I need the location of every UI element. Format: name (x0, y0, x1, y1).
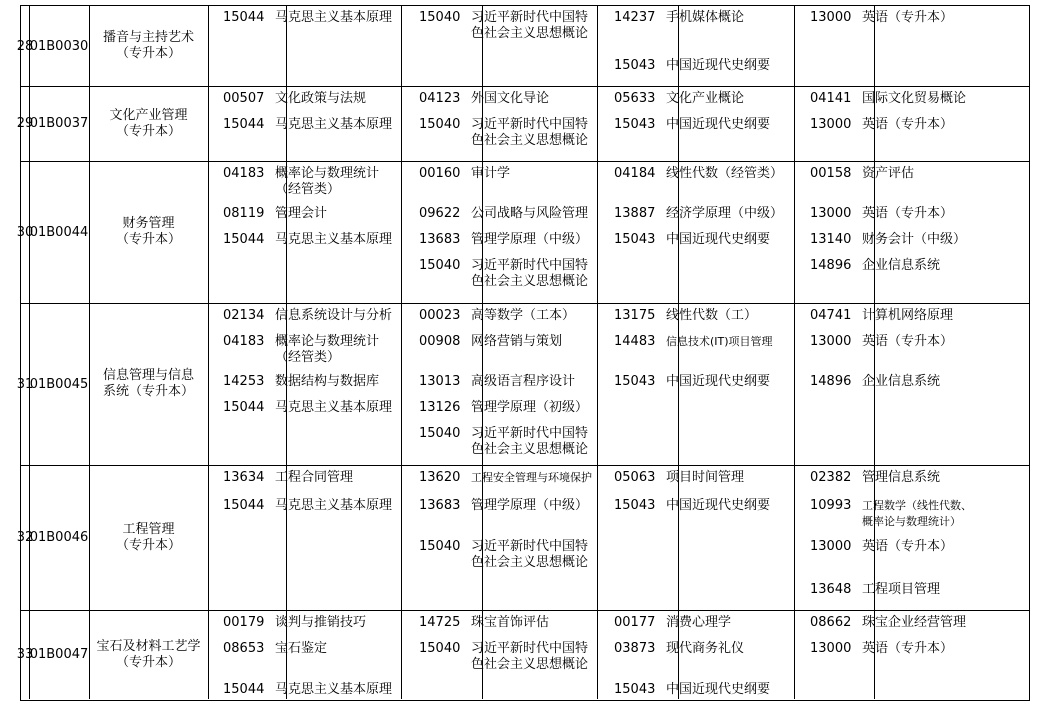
course-name: 文化政策与法规 (275, 91, 367, 106)
course-name: 国际文化贸易概论 (862, 91, 967, 106)
course-code: 00023 (419, 308, 461, 323)
course-name: 企业信息系统 (862, 374, 941, 389)
column-divider (208, 465, 209, 610)
course-code: 13013 (419, 374, 461, 389)
course-code: 04123 (419, 91, 461, 106)
major-code: 01B0030 (29, 38, 89, 54)
course-name: 习近平新时代中国特 (471, 10, 589, 25)
course-name: （经管类） (275, 182, 341, 197)
course-code: 13648 (810, 582, 852, 597)
column-divider (401, 610, 402, 699)
course-name: 习近平新时代中国特 (471, 258, 589, 273)
major-code: 01B0044 (29, 224, 89, 240)
course-code: 15043 (614, 117, 656, 132)
major-name-line: （专升本） (115, 537, 181, 553)
course-name: （经管类） (275, 350, 341, 365)
major-name-line: 文化产业管理 (109, 107, 188, 123)
course-code: 00179 (223, 615, 265, 630)
column-divider (597, 465, 598, 610)
course-code: 13126 (419, 400, 461, 415)
course-code: 13000 (810, 641, 852, 656)
table-row (16, 161, 1029, 304)
row-number: 28 (16, 38, 34, 54)
course-code: 08653 (223, 641, 265, 656)
column-divider (794, 86, 795, 161)
course-name: 色社会主义思想概论 (471, 133, 589, 148)
major-name-line: （专升本） (115, 654, 181, 670)
course-name: 中国近现代史纲要 (666, 682, 771, 697)
course-name: 概率论与数理统计 (275, 334, 380, 349)
course-name: 管理学原理（中级） (471, 232, 589, 247)
course-code: 04184 (614, 166, 656, 181)
table-row (16, 465, 1029, 611)
column-divider (208, 6, 209, 86)
course-code: 08662 (810, 615, 852, 630)
course-name: 谈判与推销技巧 (275, 615, 367, 630)
course-name: 资产评估 (862, 166, 915, 181)
column-divider (208, 610, 209, 699)
column-divider (794, 161, 795, 303)
major-name-line: 系统（专升本） (102, 384, 194, 399)
course-code: 00177 (614, 615, 656, 630)
course-table (16, 5, 1030, 701)
course-code: 13683 (419, 498, 461, 513)
major-name-line: 播音与主持艺术 (102, 30, 194, 45)
course-name: 高级语言程序设计 (471, 374, 576, 389)
course-name: 英语（专升本） (862, 117, 954, 132)
course-name: 企业信息系统 (862, 258, 941, 273)
course-code: 05063 (614, 470, 656, 485)
table-row (16, 610, 1029, 699)
row-number: 31 (16, 376, 34, 392)
major-name-line: （专升本） (115, 46, 181, 61)
column-divider (597, 6, 598, 86)
course-code: 09622 (419, 206, 461, 221)
course-name: 文化产业概论 (666, 91, 745, 106)
column-divider (794, 303, 795, 465)
course-name: 管理信息系统 (862, 470, 941, 485)
major-name (89, 161, 208, 303)
column-divider (208, 161, 209, 303)
course-name: 审计学 (471, 166, 511, 181)
course-name: 线性代数（工） (666, 308, 758, 323)
major-name (89, 86, 208, 161)
course-name: 管理学原理（中级） (471, 498, 589, 513)
course-code: 15044 (223, 10, 265, 25)
course-name: 马克思主义基本原理 (275, 232, 393, 247)
major-name (89, 610, 208, 699)
major-code: 01B0046 (29, 530, 89, 545)
course-code: 04183 (223, 334, 265, 349)
course-code: 15044 (223, 232, 265, 247)
course-name: 习近平新时代中国特 (471, 539, 589, 554)
course-name: 网络营销与策划 (471, 334, 563, 349)
major-name (89, 303, 208, 465)
course-code: 15044 (223, 682, 265, 697)
course-code: 00158 (810, 166, 852, 181)
column-divider (597, 303, 598, 465)
course-name: 项目时间管理 (666, 470, 745, 485)
course-code: 15040 (419, 10, 461, 25)
course-code: 14253 (223, 374, 265, 389)
column-divider (401, 86, 402, 161)
course-name: 信息系统设计与分析 (275, 308, 393, 323)
course-code: 15043 (614, 232, 656, 247)
major-name-line: 财务管理 (122, 216, 175, 231)
course-code: 15040 (419, 641, 461, 656)
course-code: 10993 (810, 498, 852, 513)
course-name: 工程合同管理 (275, 470, 354, 485)
column-divider (286, 465, 287, 610)
course-name: 英语（专升本） (862, 539, 954, 554)
column-divider (597, 86, 598, 161)
course-name: 工程安全管理与环境保护 (471, 471, 592, 484)
course-code: 13000 (810, 539, 852, 554)
course-name: 马克思主义基本原理 (275, 400, 393, 415)
course-name: 计算机网络原理 (862, 308, 954, 323)
course-name: 财务会计（中级） (862, 232, 967, 247)
course-name: 习近平新时代中国特 (471, 117, 589, 132)
row-number: 33 (16, 647, 34, 662)
column-divider (597, 161, 598, 303)
column-divider (401, 465, 402, 610)
course-name: 马克思主义基本原理 (275, 117, 393, 132)
course-name: 英语（专升本） (862, 206, 954, 221)
course-code: 13000 (810, 206, 852, 221)
course-name: 色社会主义思想概论 (471, 26, 589, 41)
row-number: 29 (16, 116, 34, 131)
column-divider (401, 303, 402, 465)
course-name: 英语（专升本） (862, 641, 954, 656)
course-name: 现代商务礼仪 (666, 641, 745, 656)
course-name: 色社会主义思想概论 (471, 555, 589, 570)
course-name: 色社会主义思想概论 (471, 657, 589, 672)
course-code: 04183 (223, 166, 265, 181)
course-code: 13683 (419, 232, 461, 247)
course-name: 概率论与数理统计） (862, 515, 961, 528)
course-code: 04141 (810, 91, 852, 106)
course-code: 15040 (419, 426, 461, 441)
row-number: 32 (16, 530, 34, 545)
course-name: 公司战略与风险管理 (471, 206, 589, 221)
course-code: 03873 (614, 641, 656, 656)
course-name: 消费心理学 (666, 615, 732, 630)
course-code: 14725 (419, 615, 461, 630)
course-name: 珠宝企业经营管理 (862, 615, 967, 630)
course-name: 高等数学（工本） (471, 308, 576, 323)
column-divider (794, 6, 795, 86)
course-code: 13634 (223, 470, 265, 485)
course-code: 13000 (810, 334, 852, 349)
row-number: 30 (16, 224, 34, 240)
course-code: 13620 (419, 470, 461, 485)
course-code: 15040 (419, 258, 461, 273)
column-divider (794, 610, 795, 699)
course-code: 08119 (223, 206, 265, 221)
course-code: 02382 (810, 470, 852, 485)
course-name: 珠宝首饰评估 (471, 615, 550, 630)
course-code: 05633 (614, 91, 656, 106)
course-name: 中国近现代史纲要 (666, 232, 771, 247)
course-name: 手机媒体概论 (666, 10, 745, 25)
course-name: 习近平新时代中国特 (471, 641, 589, 656)
course-name: 概率论与数理统计 (275, 166, 380, 181)
course-name: 宝石鉴定 (275, 641, 328, 656)
course-code: 14896 (810, 374, 852, 389)
course-code: 15044 (223, 117, 265, 132)
course-code: 14237 (614, 10, 656, 25)
column-divider (794, 465, 795, 610)
course-code: 02134 (223, 308, 265, 323)
table-row (16, 303, 1029, 466)
course-name: 中国近现代史纲要 (666, 498, 771, 513)
course-name: 管理学原理（初级） (471, 400, 589, 415)
course-code: 15043 (614, 374, 656, 389)
major-name-line: （专升本） (115, 232, 181, 247)
course-name: 线性代数（经管类） (666, 166, 784, 181)
course-name: 数据结构与数据库 (275, 374, 380, 389)
course-code: 13140 (810, 232, 852, 247)
major-code: 01B0047 (29, 647, 89, 662)
column-divider (208, 86, 209, 161)
major-code: 01B0037 (29, 116, 89, 131)
course-name: 马克思主义基本原理 (275, 498, 393, 513)
course-code: 00160 (419, 166, 461, 181)
column-divider (678, 465, 679, 610)
course-code: 13887 (614, 206, 656, 221)
major-name (89, 465, 208, 610)
major-name (89, 6, 208, 86)
course-name: 中国近现代史纲要 (666, 374, 771, 389)
course-name: 外国文化导论 (471, 91, 550, 106)
course-code: 14896 (810, 258, 852, 273)
column-divider (482, 465, 483, 610)
column-divider (597, 610, 598, 699)
course-code: 15040 (419, 117, 461, 132)
course-code: 15040 (419, 539, 461, 554)
major-name-line: （专升本） (115, 123, 181, 139)
course-code: 13000 (810, 10, 852, 25)
course-name: 工程项目管理 (862, 582, 941, 597)
course-name: 马克思主义基本原理 (275, 682, 393, 697)
column-divider (208, 303, 209, 465)
course-code: 15044 (223, 400, 265, 415)
course-name: 色社会主义思想概论 (471, 274, 589, 289)
course-code: 15043 (614, 682, 656, 697)
course-code: 13175 (614, 308, 656, 323)
course-code: 00507 (223, 91, 265, 106)
course-name: 习近平新时代中国特 (471, 426, 589, 441)
course-code: 00908 (419, 334, 461, 349)
course-code: 15044 (223, 498, 265, 513)
table-row (16, 6, 1029, 87)
course-code: 13000 (810, 117, 852, 132)
course-code: 15043 (614, 498, 656, 513)
course-name: 经济学原理（中级） (666, 206, 784, 221)
course-name: 马克思主义基本原理 (275, 10, 393, 25)
major-name-line: 宝石及材料工艺学 (96, 638, 201, 654)
course-code: 15043 (614, 58, 656, 73)
major-name-line: 工程管理 (122, 521, 175, 537)
course-name: 管理会计 (275, 206, 328, 221)
course-name: 中国近现代史纲要 (666, 117, 771, 132)
course-name: 色社会主义思想概论 (471, 442, 589, 457)
table-row (16, 86, 1029, 162)
column-divider (401, 6, 402, 86)
course-code: 14483 (614, 334, 656, 349)
course-name: 英语（专升本） (862, 334, 954, 349)
course-name: 中国近现代史纲要 (666, 58, 771, 73)
course-code: 04741 (810, 308, 852, 323)
course-name: 英语（专升本） (862, 10, 954, 25)
column-divider (401, 161, 402, 303)
course-name: 信息技术(IT)项目管理 (666, 335, 773, 348)
major-name-line: 信息管理与信息 (102, 368, 194, 383)
major-code: 01B0045 (29, 376, 89, 392)
course-name: 工程数学（线性代数、 (862, 499, 972, 512)
